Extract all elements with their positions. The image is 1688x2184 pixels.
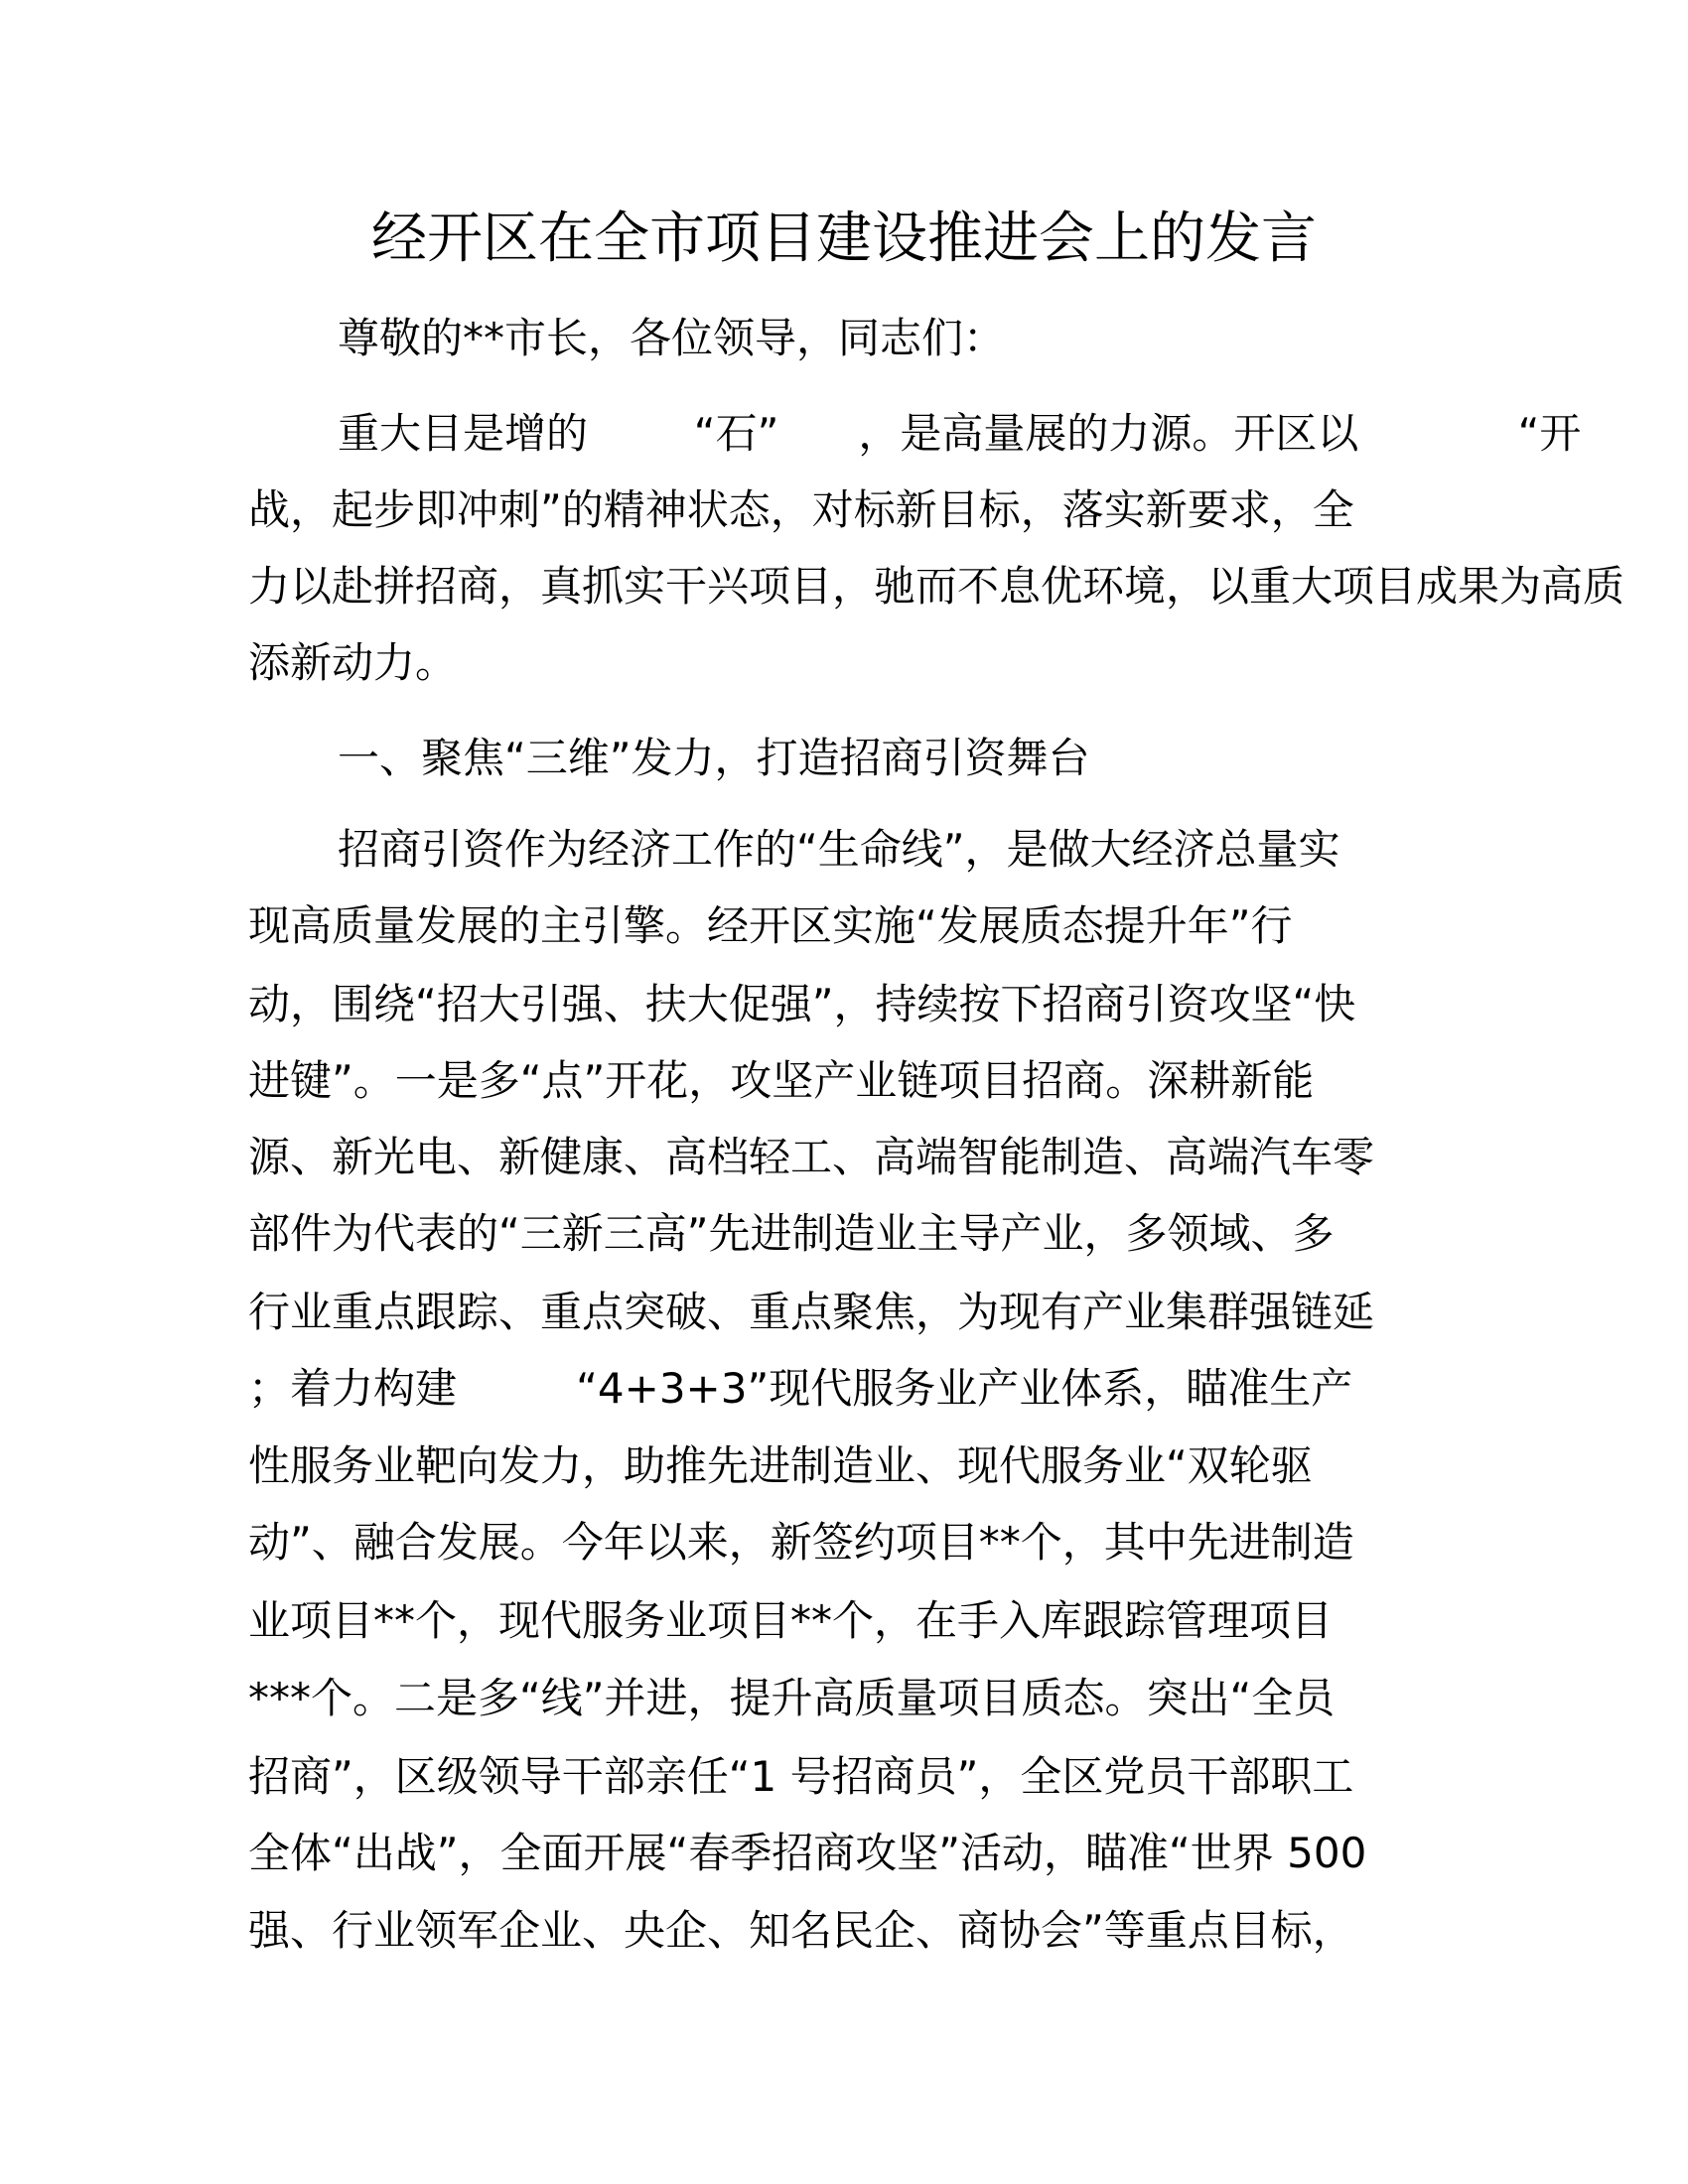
body-line: 动，围绕“招大引强、扶大促强”，持续按下招商引资攻坚“快: [248, 980, 1356, 1028]
body-line: ；着力构建 “4+3+3”现代服务业产业体系，瞄准生产: [248, 1364, 1353, 1413]
body-line: 强、行业领军企业、央企、知名民企、商协会”等重点目标，: [248, 1906, 1354, 1955]
salutation: 尊敬的**市长，各位领导，同志们：: [338, 314, 1006, 362]
section-heading: 一、聚焦“三维”发力，打造招商引资舞台: [338, 734, 1090, 782]
body-line: 全体“出战”，全面开展“春季招商攻坚”活动，瞄准“世界 500: [248, 1829, 1367, 1877]
body-line: 现高质量发展的主引擎。经开区实施“发展质态提升年”行: [248, 901, 1293, 950]
body-line: 部件为代表的“三新三高”先进制造业主导产业，多领域、多: [248, 1209, 1335, 1258]
intro-line: 力以赴拼招商，真抓实干兴项目，驰而不息优环境，以重大项目成果为高质: [248, 562, 1625, 611]
intro-line: 战，起步即冲刺”的精神状态，对标新目标，落实新要求，全: [248, 485, 1354, 534]
body-line: 性服务业靶向发力，助推先进制造业、现代服务业“双轮驱: [248, 1441, 1313, 1490]
body-line: ***个。二是多“线”并进，提升高质量项目质态。突出“全员: [248, 1674, 1336, 1722]
body-line: 行业重点跟踪、重点突破、重点聚焦，为现有产业集群强链延: [248, 1288, 1375, 1336]
body-line: 招商引资作为经济工作的“生命线”，是做大经济总量实: [338, 825, 1340, 874]
body-line: 源、新光电、新健康、高档轻工、高端智能制造、高端汽车零: [248, 1133, 1375, 1181]
intro-line: 重大目是增的 “石” ，是高量展的力源。开区以 “开: [338, 409, 1582, 458]
body-line: 招商”，区级领导干部亲任“1 号招商员”，全区党员干部职工: [248, 1752, 1354, 1801]
intro-line: 添新动力。: [248, 638, 458, 687]
body-line: 业项目**个，现代服务业项目**个，在手入库跟踪管理项目: [248, 1596, 1334, 1645]
body-line: 进键”。一是多“点”开花，攻坚产业链项目招商。深耕新能: [248, 1056, 1315, 1105]
document-title: 经开区在全市项目建设推进会上的发言: [371, 206, 1317, 271]
body-line: 动”、融合发展。今年以来，新签约项目**个，其中先进制造: [248, 1518, 1354, 1567]
